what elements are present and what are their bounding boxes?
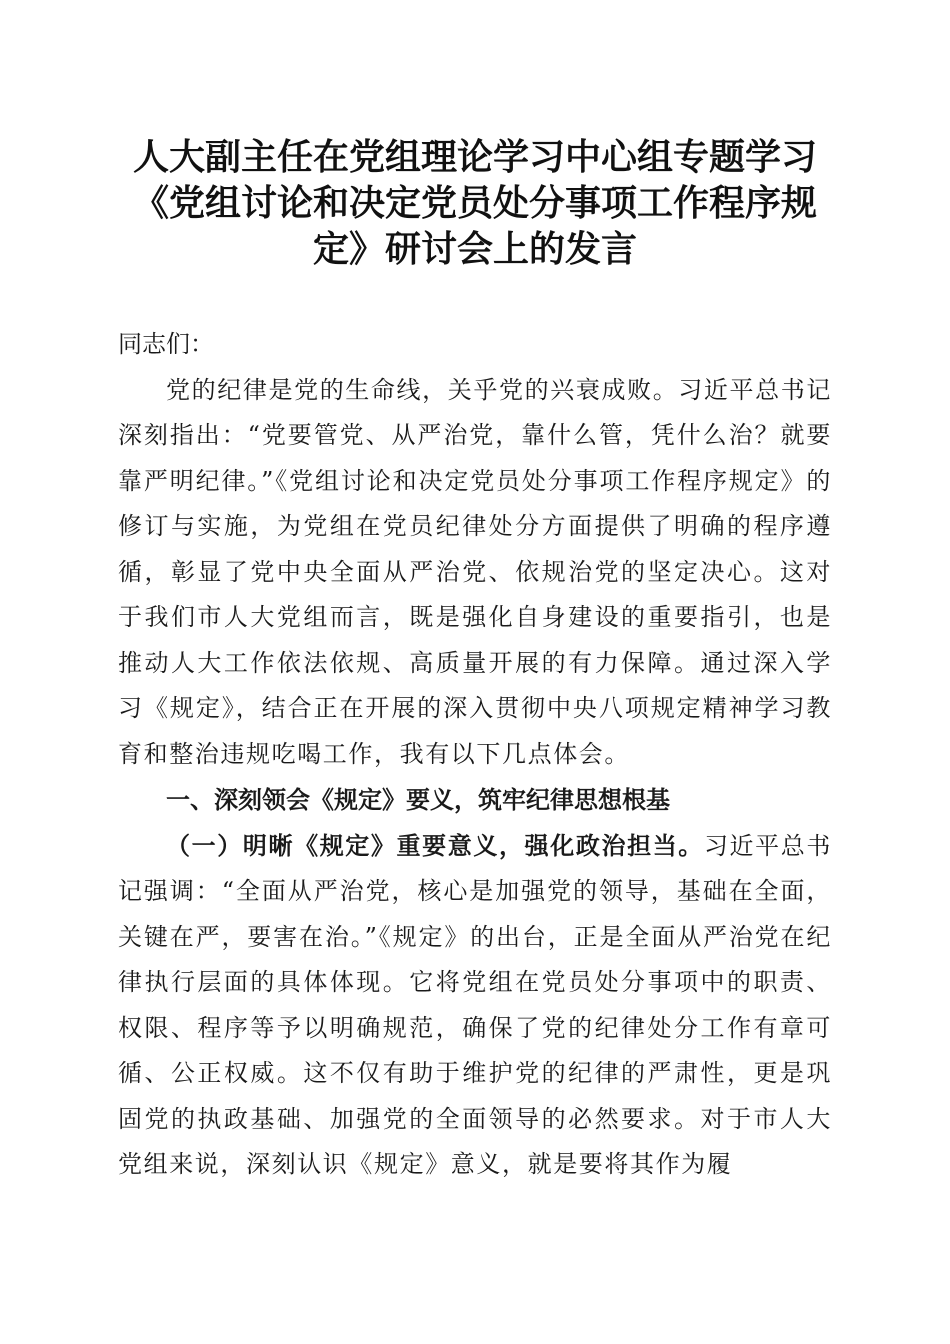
subsection-1-paragraph (118, 823, 832, 1188)
salutation: 同志们： (118, 330, 214, 358)
title-line-3: 定》研讨会上的发言 (312, 228, 637, 270)
document-title (110, 134, 840, 272)
section-1-heading: 一、深刻领会《规定》要义，筑牢纪律思想根基 (166, 785, 670, 814)
subsection-1-heading: （一）明晰《规定》重要意义，强化政治担当。 (166, 830, 704, 860)
document-body (118, 322, 832, 1188)
title-line-1: 人大副主任在党组理论学习中心组专题学习 (132, 136, 817, 178)
subsection-1-text: 习近平总书记强调：“全面从严治党，核心是加强党的领导，基础在全面，关键在严，要害在治。”《规定》的出台，正是全面从严治党在纪律执行层面的具体体现。它将党组在党员处分事项中的职责、权限、程序等予以明确规范，确保了党的纪律处分工作有章可循、公正权威。这不仅有助于维护党的纪律的严肃性，更是巩固党的执政基础、加强党的全面领导的必然要求。对于市人大党组来说，深刻认识《规定》意义，就是要将其作为履 (118, 831, 832, 1178)
title-line-2: 《党组讨论和决定党员处分事项工作程序规 (132, 182, 817, 224)
intro-paragraph: 党的纪律是党的生命线，关乎党的兴衰成败。习近平总书记深刻指出：“党要管党、从严治党，靠什么管，凭什么治？就要靠严明纪律。”《党组讨论和决定党员处分事项工作程序规定》的修订与实施，为党组在党员纪律处分方面提供了明确的程序遵循，彰显了党中央全面从严治党、依规治党的坚定决心。这对于我们市人大党组而言，既是强化自身建设的重要指引，也是推动人大工作依法依规、高质量开展的有力保障。通过深入学习《规定》，结合正在开展的深入贯彻中央八项规定精神学习教育和整治违规吃喝工作，我有以下几点体会。 (118, 375, 832, 768)
